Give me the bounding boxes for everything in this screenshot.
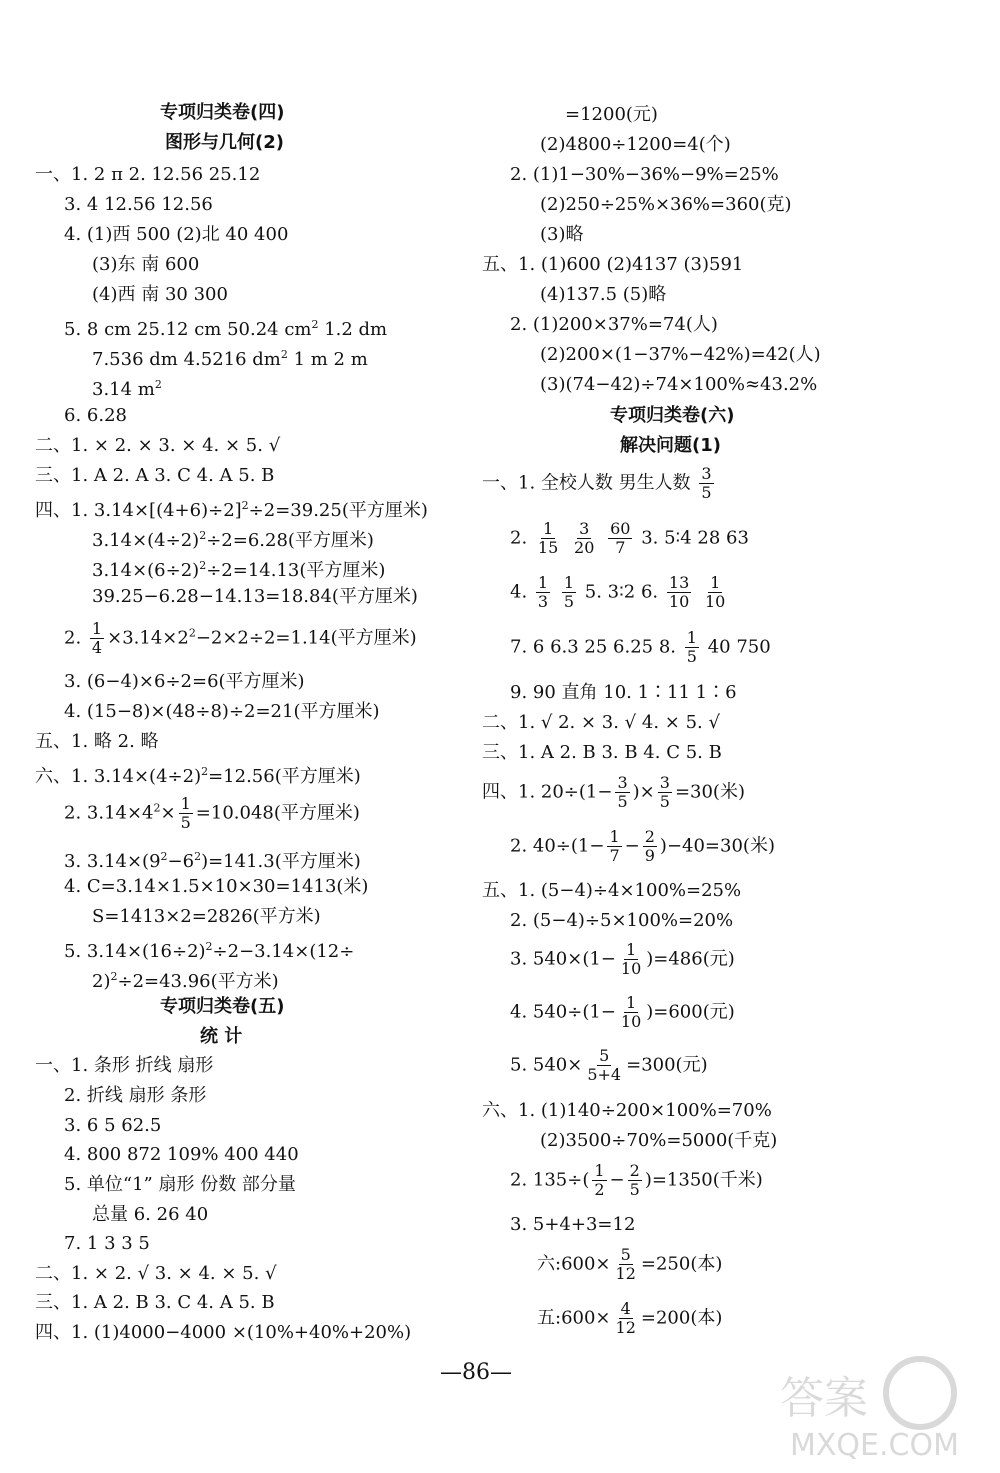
answer-line: 2. (1)200×37%=74(人) xyxy=(510,314,718,335)
answer-line: 9. 90 直角 10. 1∶11 1∶6 xyxy=(510,682,737,703)
answer-line: 四、1. $3.14\times[(4+6)\div 2]^2\div 2=39.25$(平方厘米) xyxy=(35,499,428,521)
fraction: $\frac{3}{20}$ xyxy=(574,519,595,557)
fraction: $\frac{2}{5}$ xyxy=(629,1161,640,1199)
answer-line: 五、1. 略 2. 略 xyxy=(35,731,159,752)
answer-line: 3.14 $m^2$ xyxy=(92,378,162,400)
fraction: $\frac{1}{3}$ xyxy=(537,573,549,611)
answer-line: 7. 6 6.3 25 6.25 8. $\frac{1}{5}$ 40 750 xyxy=(510,628,771,666)
answer-line: 5. 8 cm 25.12 cm 50.24 $cm^2$ 1.2 dm xyxy=(64,318,388,340)
fraction: $\frac{2}{9}$ xyxy=(644,827,655,865)
answer-line: 2. (1)1−30%−36%−9%=25% xyxy=(510,164,779,185)
answer-line: 4. 540÷(1− $\frac{1}{10}$ )=600(元) xyxy=(510,993,735,1031)
section-title: 专项归类卷(四) xyxy=(160,102,285,123)
answer-line: (3)(74−42)÷74×100%≈43.2% xyxy=(540,374,818,395)
answer-line: 39.25−6.28−14.13=18.84(平方厘米) xyxy=(92,586,418,607)
answer-line: 2. $3.14\times 4^2\times$ $\frac{1}{5}$ =10.048(平方厘米) xyxy=(64,794,360,832)
answer-line: 4. 800 872 109% 400 440 xyxy=(64,1144,299,1165)
fraction: $\frac{1}{10}$ xyxy=(620,940,642,978)
fraction: $\frac{4}{12}$ xyxy=(615,1299,636,1337)
answer-line: =1200(元) xyxy=(565,104,658,125)
answer-line: 7. 1 3 3 5 xyxy=(64,1233,150,1254)
answer-line: 6. 6.28 xyxy=(64,405,127,426)
answer-line: (2)4800÷1200=4(个) xyxy=(540,134,731,155)
fraction: $\frac{3}{5}$ xyxy=(701,464,712,502)
fraction: $\frac{1}{10}$ xyxy=(620,993,642,1031)
answer-line: 2. $\frac{1}{15}$ $\frac{3}{20}$ $\frac{60}{7}$ 3. 5∶4 28 63 xyxy=(510,519,749,557)
fraction: $\frac{13}{10}$ xyxy=(668,573,690,611)
answer-line: 3. 5+4+3=12 xyxy=(510,1214,636,1235)
answer-line: 二、1. × 2. × 3. × 4. × 5. √ xyxy=(35,435,281,456)
answer-line: 7.536 dm 4.5216 $dm^2$ 1 m 2 m xyxy=(92,348,368,370)
answer-line: $3.14\times(6\div 2)^2\div 2=14.13$(平方厘米) xyxy=(92,559,386,581)
answer-line: 2. 40÷(1− $\frac{1}{7}$ − $\frac{2}{9}$ )−40=30(米) xyxy=(510,827,775,865)
answer-line: 六、1. (1)140÷200×100%=70% xyxy=(482,1100,772,1121)
answer-line: 四、1. (1)4000−4000 ×(10%+40%+20%) xyxy=(35,1322,412,1343)
fraction: $\frac{1}{7}$ xyxy=(609,827,620,865)
answer-line: 三、1. A 2. B 3. B 4. C 5. B xyxy=(482,742,722,763)
answer-line: 五、1. (5−4)÷4×100%=25% xyxy=(482,880,742,901)
answer-line: 3. 4 12.56 12.56 xyxy=(64,194,213,215)
section-subtitle: 解决问题(1) xyxy=(620,435,721,456)
fraction: $\frac{1}{5}$ xyxy=(563,573,575,611)
answer-line: 4. (15−8)×(48÷8)÷2=21(平方厘米) xyxy=(64,701,380,722)
answer-line: 2. (5−4)÷5×100%=20% xyxy=(510,910,734,931)
fraction: $\frac{3}{5}$ xyxy=(659,773,670,811)
answer-line: 四、1. 20÷(1− $\frac{3}{5}$ )× $\frac{3}{5}$ =30(米) xyxy=(482,773,745,811)
page-number: —86— xyxy=(440,1360,512,1385)
answer-line: 二、1. √ 2. × 3. √ 4. × 5. √ xyxy=(482,712,720,733)
answer-line: 二、1. × 2. √ 3. × 4. × 5. √ xyxy=(35,1263,277,1284)
answer-line: 一、1. 全校人数 男生人数 $\frac{3}{5}$ xyxy=(482,464,712,502)
answer-line: (3)东 南 600 xyxy=(92,254,200,275)
svg-text:MXQE.COM: MXQE.COM xyxy=(790,1428,959,1463)
answer-line: 六、1. $3.14\times(4\div 2)^2=12.56$(平方厘米) xyxy=(35,765,361,787)
fraction: $\frac{1}{5}$ xyxy=(686,628,697,666)
svg-text:答案: 答案 xyxy=(780,1373,868,1424)
answer-line: 5. 540× $\frac{5}{5+4}$ =300(元) xyxy=(510,1046,708,1084)
answer-line: 2)$^2$÷2=43.96(平方米) xyxy=(92,970,279,992)
fraction: $\frac{5}{5+4}$ xyxy=(587,1046,622,1084)
fraction: $\frac{1}{5}$ xyxy=(180,794,191,832)
answer-line: (2)250÷25%×36%=360(克) xyxy=(540,194,792,215)
answer-line: 五、1. (1)600 (2)4137 (3)591 xyxy=(482,254,744,275)
answer-line: 2. 折线 扇形 条形 xyxy=(64,1085,207,1106)
fraction: $\frac{5}{12}$ xyxy=(615,1245,636,1283)
answer-line: 3. (6−4)×6÷2=6(平方厘米) xyxy=(64,671,305,692)
answer-line: S=1413×2=2826(平方米) xyxy=(92,906,321,927)
answer-line: 六:600× $\frac{5}{12}$ =250(本) xyxy=(537,1245,723,1283)
answer-line: 2. 135÷( $\frac{1}{2}$ − $\frac{2}{5}$ )=1350(千米) xyxy=(510,1161,763,1199)
answer-line: 4. $\frac{1}{3}$ $\frac{1}{5}$ 5. 3∶2 6. $\frac{13}{10}$ $\frac{1}{10}$ xyxy=(510,573,726,611)
fraction: $\frac{1}{4}$ xyxy=(91,619,103,657)
answer-line: 3. 540×(1− $\frac{1}{10}$ )=486(元) xyxy=(510,940,735,978)
answer-line: 4. C=3.14×1.5×10×30=1413(米) xyxy=(64,876,369,897)
fraction: $\frac{3}{5}$ xyxy=(617,773,628,811)
fraction: $\frac{1}{15}$ xyxy=(537,519,559,557)
answer-line: 一、1. 2 π 2. 12.56 25.12 xyxy=(35,164,261,185)
answer-line: (4)137.5 (5)略 xyxy=(540,284,667,305)
answer-line: (4)西 南 30 300 xyxy=(92,284,228,305)
answer-line: (2)3500÷70%=5000(千克) xyxy=(540,1130,778,1151)
answer-line: 3. 6 5 62.5 xyxy=(64,1115,162,1136)
fraction: $\frac{1}{2}$ xyxy=(594,1161,605,1199)
answer-line: 一、1. 条形 折线 扇形 xyxy=(35,1055,214,1076)
answer-line: 三、1. A 2. A 3. C 4. A 5. B xyxy=(35,465,275,486)
answer-line: (2)200×(1−37%−42%)=42(人) xyxy=(540,344,821,365)
answer-line: 五:600× $\frac{4}{12}$ =200(本) xyxy=(537,1299,723,1337)
answer-line: 总量 6. 26 40 xyxy=(92,1204,209,1225)
answer-line: 3. $3.14\times(9^2-6^2)=141.3$(平方厘米) xyxy=(64,850,361,872)
section-title: 专项归类卷(五) xyxy=(160,996,285,1017)
answer-line: $3.14\times(4\div 2)^2\div 2=6.28$(平方厘米) xyxy=(92,529,374,551)
fraction: $\frac{60}{7}$ xyxy=(610,519,631,557)
answer-line: 2. $\frac{1}{4}$ $\times 3.14\times 2^2-2\times 2\div 2=1.14$(平方厘米) xyxy=(64,619,417,657)
answer-line: 三、1. A 2. B 3. C 4. A 5. B xyxy=(35,1292,275,1313)
section-title: 专项归类卷(六) xyxy=(610,405,735,426)
fraction: $\frac{1}{10}$ xyxy=(704,573,726,611)
answer-line: 4. (1)西 500 (2)北 40 400 xyxy=(64,224,289,245)
answer-line: 5. 单位“1” 扇形 份数 部分量 xyxy=(64,1174,296,1195)
answer-line: 5. $3.14\times(16\div 2)^2\div 2-3.14\times(12\div$ xyxy=(64,940,355,962)
section-subtitle: 图形与几何(2) xyxy=(165,132,284,153)
watermark-logo xyxy=(770,1353,980,1463)
section-subtitle: 统 计 xyxy=(200,1026,243,1047)
answer-line: (3)略 xyxy=(540,224,584,245)
